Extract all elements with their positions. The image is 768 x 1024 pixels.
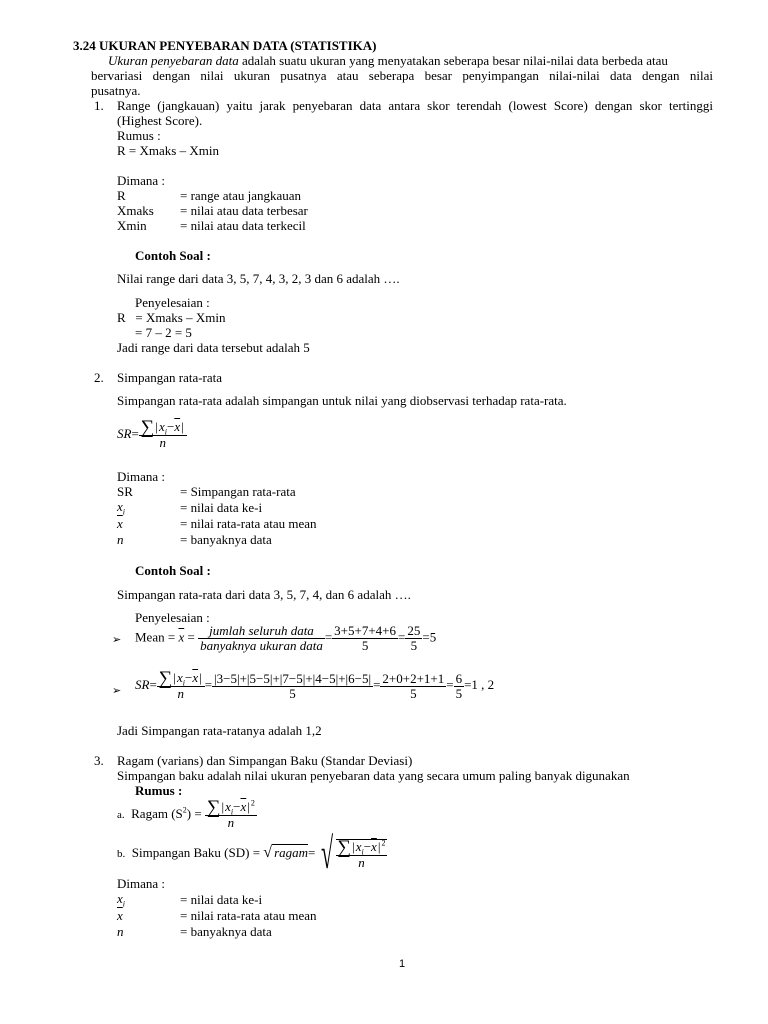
sr-formula: SR= $\frac{\sum|x_i-\overline{x}|}{n}$ xyxy=(117,420,187,450)
std-dev-denominator: n xyxy=(358,854,365,870)
solution-line-1: R = Xmaks – Xmin xyxy=(117,310,226,325)
mean-denominator-2: 5 xyxy=(361,638,369,653)
def-term-xi: $x_i$ xyxy=(117,891,126,909)
penyelesaian-label: Penyelesaian : xyxy=(135,610,210,625)
intro-line-1 xyxy=(108,53,668,68)
contoh-soal-heading: Contoh Soal : xyxy=(135,248,211,263)
section-3-heading: Ragam (varians) dan Simpangan Baku (Standar Deviasi) xyxy=(117,753,413,768)
penyelesaian-label: Penyelesaian : xyxy=(135,295,210,310)
def-desc: = nilai rata-rata atau mean xyxy=(180,516,317,531)
def-desc: = nilai atau data terkecil xyxy=(180,218,306,233)
variance-label: Ragam (S xyxy=(131,805,183,821)
sr-calculation: SR= $\frac{\sum|x_i-\overline{x}|}{n}$ = $\frac{|3-5|+|5-5|+|7-5|+|4-5|+|6-5|}{5}$ = $\frac{2+0+2+1+1}{5}$ = $\frac{6}{5}$ =1 , 2 xyxy=(135,668,495,701)
conclusion: Jadi Simpangan rata-ratanya adalah 1,2 xyxy=(117,723,322,738)
rumus-label: Rumus : xyxy=(117,128,161,143)
def-term-n: n xyxy=(117,532,124,547)
section-2-description: Simpangan rata-rata adalah simpangan untuk nilai yang diobservasi terhadap rata-rata. xyxy=(117,393,567,408)
def-term: Xmin xyxy=(117,218,147,233)
dimana-label: Dimana : xyxy=(117,173,166,188)
def-term-xbar: $\overline{x}$ xyxy=(117,516,123,531)
range-formula: R = Xmaks – Xmin xyxy=(117,143,219,158)
intro-line-3: pusatnya. xyxy=(91,83,141,98)
sr-numerator-2: |3−5|+|5−5|+|7−5|+|4−5|+|6−5| xyxy=(214,670,372,686)
variance-label-end: ) = xyxy=(186,805,202,821)
sr-denominator: n xyxy=(177,686,184,701)
bullet-arrow-icon: ➢ xyxy=(112,634,122,646)
sr-denominator-3: 5 xyxy=(410,685,417,701)
def-desc: = nilai rata-rata atau mean xyxy=(180,908,317,923)
section-3-description: Simpangan baku adalah nilai ukuran penyebaran data yang secara umum paling banyak digunakan xyxy=(117,768,630,783)
dimana-label: Dimana : xyxy=(117,876,166,891)
section-3-number: 3. xyxy=(94,753,104,768)
section-1-line-2: (Highest Score). xyxy=(117,113,203,128)
def-desc: = banyaknya data xyxy=(180,532,272,547)
def-term: SR xyxy=(117,484,133,499)
mean-numerator-2: 3+5+7+4+6 xyxy=(334,623,396,638)
def-desc: = range atau jangkauan xyxy=(180,188,302,203)
variance-denominator: n xyxy=(227,815,235,830)
item-b-label: b. xyxy=(117,847,126,860)
def-term-n: n xyxy=(117,924,124,939)
bullet-arrow-icon: ➢ xyxy=(112,685,122,697)
def-desc: = banyaknya data xyxy=(180,924,272,939)
sr-numerator-3: 2+0+2+1+1 xyxy=(382,670,445,686)
mean-denominator: banyaknya ukuran data xyxy=(200,638,323,653)
mean-numerator-3: 25 xyxy=(407,623,421,638)
conclusion: Jadi range dari data tersebut adalah 5 xyxy=(117,340,310,355)
mean-label: Mean = xyxy=(135,629,176,645)
sr-symbol: SR xyxy=(117,425,132,441)
def-desc: = nilai data ke-i xyxy=(180,500,263,515)
example-question: Simpangan rata-rata dari data 3, 5, 7, 4, dan 6 adalah …. xyxy=(117,587,411,602)
variance-formula: a. Ragam $(S^2)$ = $\frac{\sum|x_i-\overline{x}|^2}{n}$ xyxy=(117,797,255,830)
std-dev-formula: b. Simpangan Baku (SD) = √ ragam= √ $\frac{\sum|x_i-\overline{x}|^2}{n}$ xyxy=(117,829,386,878)
page-number: 1 xyxy=(399,958,406,970)
def-desc: = Simpangan rata-rata xyxy=(180,484,296,499)
def-term: Xmaks xyxy=(117,203,154,218)
intro-line-2: bervariasi dengan nilai ukuran pusatnya atau seberapa besar penyimpangan nilai-nilai data dengan nilai xyxy=(91,68,713,83)
solution-line-2: = 7 – 2 = 5 xyxy=(135,325,192,340)
sr-denominator-4: 5 xyxy=(455,685,463,701)
def-term-xi: $x_i$ xyxy=(117,499,126,517)
intro-line-1-text: adalah suatu ukuran yang menyatakan seberapa besar nilai-nilai data berbeda atau xyxy=(241,53,668,68)
def-term-xbar: $\overline{x}$ xyxy=(117,908,123,923)
def-term: R xyxy=(117,188,126,203)
example-question: Nilai range dari data 3, 5, 7, 4, 3, 2, 3 dan 6 adalah …. xyxy=(117,271,400,286)
rumus-label: Rumus : xyxy=(135,783,183,798)
sr-symbol: SR xyxy=(135,676,150,692)
contoh-soal-heading: Contoh Soal : xyxy=(135,563,211,578)
def-desc: = nilai atau data terbesar xyxy=(180,203,308,218)
mean-result: 5 xyxy=(429,629,437,645)
mean-formula: Mean = $\overline{x}$ = $\frac{\text{jumlah seluruh data}}{\text{banyaknya ukuran data}}$ = $\frac{3+5+7+4+6}{5}$ = $\frac{25}{5}$ =5 xyxy=(135,623,437,653)
ragam-term: ragam xyxy=(274,844,309,860)
dimana-label: Dimana : xyxy=(117,469,166,484)
sr-denominator-2: 5 xyxy=(289,685,296,701)
std-dev-label: Simpangan Baku (SD) = xyxy=(131,844,261,860)
sr-numerator-4: 6 xyxy=(455,670,463,686)
section-1-number: 1. xyxy=(94,98,104,113)
section-2-heading: Simpangan rata-rata xyxy=(117,370,223,385)
section-2-number: 2. xyxy=(94,370,104,385)
def-desc: = nilai data ke-i xyxy=(180,892,263,907)
section-title: 3.24 UKURAN PENYEBARAN DATA (STATISTIKA) xyxy=(73,38,377,53)
sr-denominator: n xyxy=(159,435,166,450)
sr-result: 1 , 2 xyxy=(471,676,495,692)
intro-term: Ukuran penyebaran data xyxy=(108,53,239,68)
mean-numerator: jumlah seluruh data xyxy=(198,624,325,639)
section-1-line-1: Range (jangkauan) yaitu jarak penyebaran data antara skor terendah (lowest Score) dengan skor tertinggi xyxy=(117,98,713,113)
mean-denominator-3: 5 xyxy=(410,638,418,653)
item-a-label: a. xyxy=(117,808,125,821)
